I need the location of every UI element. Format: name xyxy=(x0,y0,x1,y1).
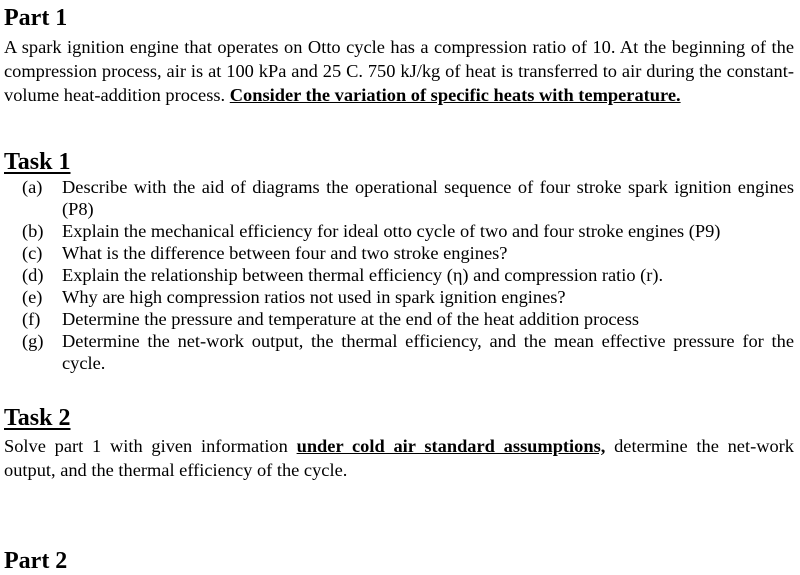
task-item-label: (c) xyxy=(22,243,43,263)
task-item-label: (a) xyxy=(22,177,43,197)
task-item-f xyxy=(22,308,794,330)
task-item-text: Describe with the aid of diagrams the operational sequence of four stroke spark ignition engines (P8) xyxy=(62,177,794,219)
task-item-b xyxy=(22,220,794,242)
task2-paragraph xyxy=(4,434,794,482)
task1-heading: Task 1 xyxy=(4,149,71,175)
task-item-label: (f) xyxy=(22,309,41,329)
task1-list xyxy=(22,176,794,374)
task2-text-after: determine the net-work output, and the thermal efficiency of the cycle. xyxy=(4,436,794,480)
task-item-text: Explain the relationship between thermal efficiency (η) and compression ratio (r). xyxy=(62,265,664,285)
part1-heading: Part 1 xyxy=(4,5,68,31)
task-item-label: (e) xyxy=(22,287,43,307)
task2-heading: Task 2 xyxy=(4,405,71,431)
task-item-text: Explain the mechanical efficiency for ideal otto cycle of two and four stroke engines (P9) xyxy=(62,221,721,241)
task-item-text: Why are high compression ratios not used in spark ignition engines? xyxy=(62,287,566,307)
task-item-d xyxy=(22,264,794,286)
part1-paragraph xyxy=(4,35,794,107)
task-item-e xyxy=(22,286,794,308)
task-item-a xyxy=(22,176,794,220)
task-item-label: (b) xyxy=(22,221,44,241)
task-item-text: Determine the pressure and temperature at the end of the heat addition process xyxy=(62,309,640,329)
task2-text-before: Solve part 1 with given information xyxy=(4,436,288,456)
task-item-text: What is the difference between four and two stroke engines? xyxy=(62,243,508,263)
task2-emphasis: under cold air standard assumptions, xyxy=(296,436,606,456)
part1-emphasis: Consider the variation of specific heats with temperature. xyxy=(229,85,681,105)
task-item-text: Determine the net-work output, the thermal efficiency, and the mean effective pressure for the cycle. xyxy=(62,331,794,373)
task-item-c xyxy=(22,242,794,264)
part2-heading: Part 2 xyxy=(4,548,68,574)
task-item-g xyxy=(22,330,794,374)
task-item-label: (g) xyxy=(22,331,44,351)
part1-text: A spark ignition engine that operates on Otto cycle has a compression ratio of 10. At the beginning of the compression process, air is at 100 kPa and 25 C. 750 kJ/kg of heat is transferred to air during the constant-volume heat-addition process. xyxy=(4,37,794,105)
task-item-label: (d) xyxy=(22,265,44,285)
